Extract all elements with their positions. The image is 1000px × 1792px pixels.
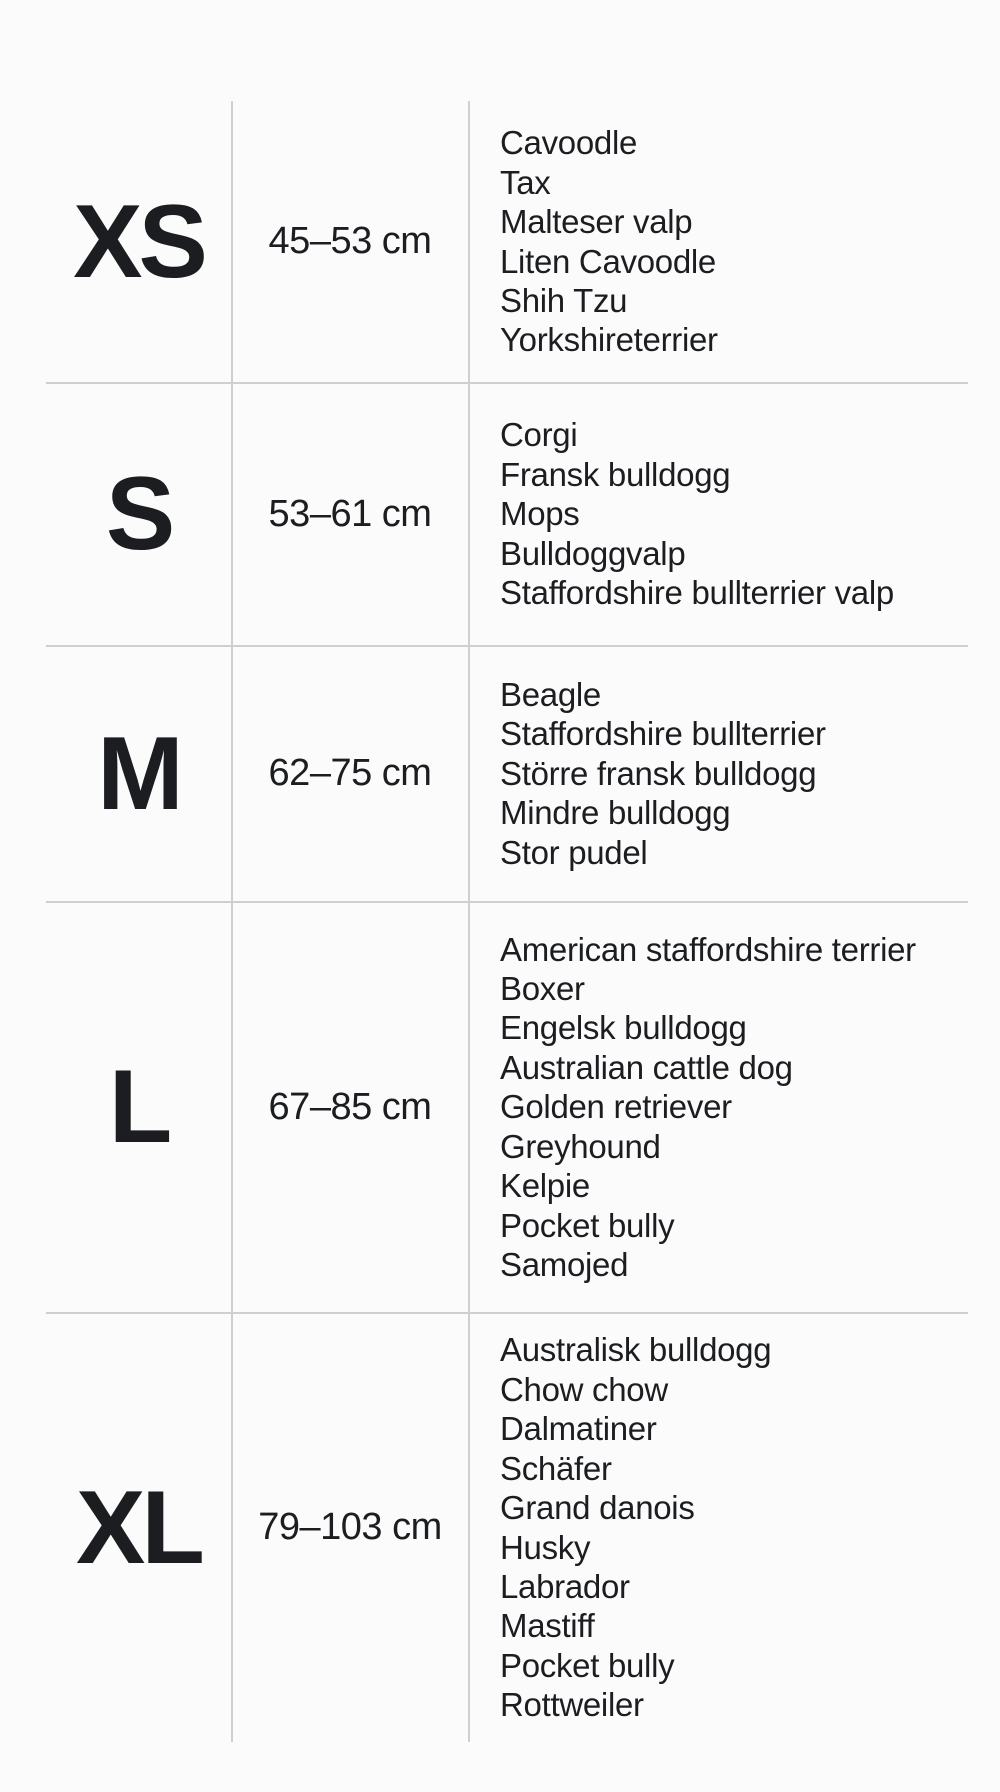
size-cell: [46, 646, 231, 901]
breed-item: Corgi: [500, 416, 578, 454]
breeds-cell: [500, 902, 970, 1312]
size-range: 45–53 cm: [268, 220, 432, 262]
size-row-xl: [0, 1313, 1000, 1742]
breed-item: Boxer: [500, 970, 585, 1008]
breed-item: Australian cattle dog: [500, 1048, 793, 1086]
breed-item: Fransk bulldogg: [500, 455, 731, 493]
size-row-l: [0, 902, 1000, 1312]
size-range: 53–61 cm: [268, 492, 432, 535]
breed-item: Australisk bulldogg: [500, 1331, 772, 1369]
breed-item: Engelsk bulldogg: [500, 1009, 747, 1047]
breed-item: Chow chow: [500, 1370, 668, 1408]
breeds-cell: [500, 383, 970, 645]
breed-item: Cavoodle: [500, 124, 638, 162]
breed-list: [500, 123, 718, 359]
size-row-m: [0, 646, 1000, 901]
breed-item: Shih Tzu: [500, 281, 628, 319]
breed-item: Yorkshireterrier: [500, 321, 718, 359]
size-label: XS: [73, 183, 204, 300]
breed-item: Beagle: [500, 675, 601, 713]
breed-item: Pocket bully: [500, 1646, 675, 1684]
breed-item: Staffordshire bullterrier valp: [500, 574, 894, 612]
range-cell: [232, 902, 468, 1312]
range-cell: [232, 646, 468, 901]
breed-item: Liten Cavoodle: [500, 242, 716, 280]
breed-list: [500, 1330, 771, 1724]
breed-item: Mastiff: [500, 1607, 595, 1645]
breed-item: Större fransk bulldogg: [500, 754, 817, 792]
breed-item: Bulldoggvalp: [500, 534, 686, 572]
breed-item: Mindre bulldogg: [500, 794, 731, 832]
size-label: L: [108, 1049, 169, 1165]
size-cell: [46, 383, 231, 645]
breed-item: Grand danois: [500, 1489, 695, 1527]
breed-item: Samojed: [500, 1245, 629, 1283]
breed-item: Labrador: [500, 1567, 630, 1605]
breed-item: Malteser valp: [500, 203, 693, 241]
range-cell: [232, 383, 468, 645]
size-label: M: [97, 715, 180, 832]
range-cell: [232, 101, 468, 382]
breed-item: Golden retriever: [500, 1088, 732, 1126]
breed-item: Rottweiler: [500, 1686, 644, 1724]
breeds-cell: [500, 646, 970, 901]
size-cell: [46, 1313, 231, 1742]
breed-item: Tax: [500, 163, 551, 201]
breed-item: Staffordshire bullterrier: [500, 715, 826, 753]
size-cell: [46, 101, 231, 382]
size-label: XL: [76, 1469, 201, 1586]
breed-item: Kelpie: [500, 1167, 590, 1205]
breed-list: [500, 415, 894, 612]
breed-list: [500, 930, 916, 1285]
breeds-cell: [500, 101, 970, 382]
breed-item: Schäfer: [500, 1449, 612, 1487]
size-label: S: [105, 456, 172, 572]
breed-item: Dalmatiner: [500, 1410, 657, 1448]
size-range: 67–85 cm: [268, 1085, 432, 1128]
breed-item: Mops: [500, 495, 580, 533]
breed-list: [500, 675, 826, 872]
size-row-xs: [0, 101, 1000, 382]
breeds-cell: [500, 1313, 970, 1742]
breed-item: Husky: [500, 1528, 591, 1566]
size-range: 62–75 cm: [268, 752, 432, 794]
breed-item: Pocket bully: [500, 1206, 675, 1244]
size-row-s: [0, 383, 1000, 645]
size-cell: [46, 902, 231, 1312]
breed-item: American staffordshire terrier: [500, 930, 916, 968]
breed-item: Greyhound: [500, 1127, 661, 1165]
breed-item: Stor pudel: [500, 833, 648, 871]
size-range: 79–103 cm: [258, 1506, 442, 1548]
range-cell: [232, 1313, 468, 1742]
